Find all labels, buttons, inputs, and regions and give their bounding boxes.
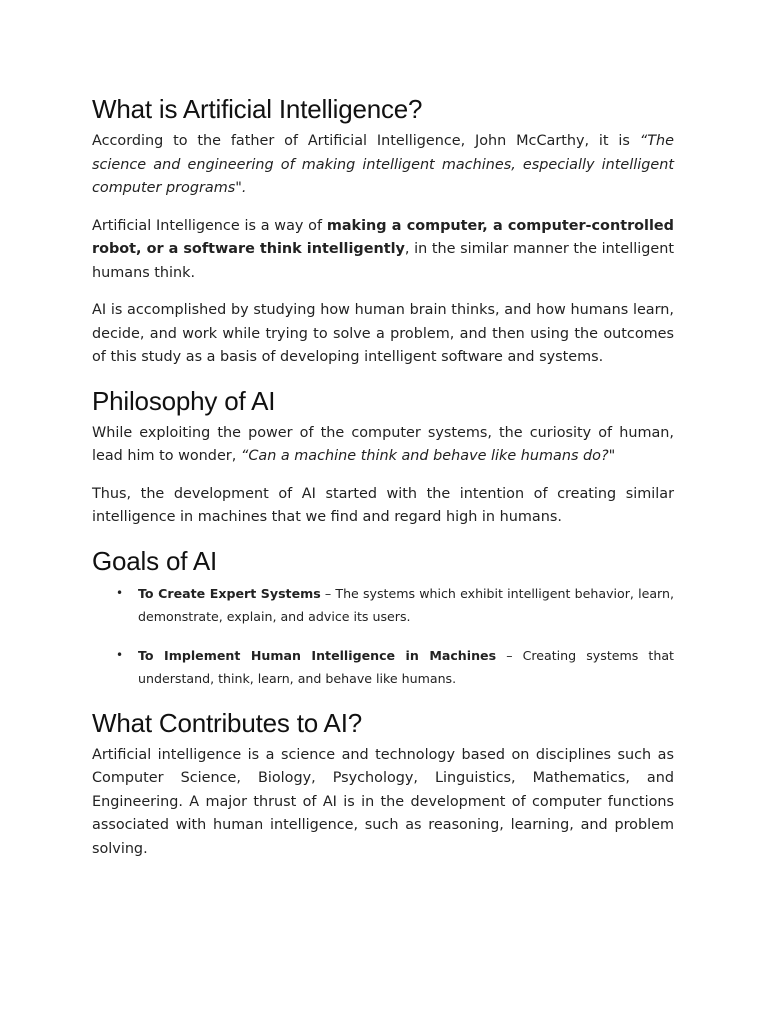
curiosity-quote: “Can a machine think and behave like humans do?" bbox=[240, 448, 616, 464]
paragraph-disciplines: Artificial intelligence is a science and technology based on disciplines such as Computer Science, Biology, Psychology, Linguistics, Mathematics, and Engineering. A major thrust of AI is in the development of computer functions associated with human intelligence, such as reasoning, learning, and problem solving. bbox=[92, 746, 674, 857]
definition-intro-text: According to the father of Artificial Intelligence, John McCarthy, it is bbox=[92, 133, 640, 149]
bullet-icon: • bbox=[116, 585, 124, 600]
definition-quote: “The science and engineering of making intelligent machines, especially intelligent computer programs". bbox=[92, 133, 674, 196]
list-item bbox=[116, 582, 674, 628]
ai-way-intro-text: Artificial Intelligence is a way of bbox=[92, 217, 327, 234]
goals-list bbox=[92, 582, 674, 690]
section-philosophy bbox=[92, 384, 674, 530]
heading-contributes: What Contributes to AI? bbox=[92, 707, 362, 738]
bullet-icon: • bbox=[116, 647, 124, 662]
paragraph-development: Thus, the development of AI started with the intention of creating similar intelligence in machines that we find and regard high in humans. bbox=[92, 485, 674, 525]
goal-description: – The systems which exhibit intelligent behavior, learn, demonstrate, explain, and advice its users. bbox=[138, 585, 674, 624]
ai-way-bold-text: making a computer, a computer-controlled robot, or a software think intelligently bbox=[92, 217, 674, 257]
paragraph-ai-accomplished: AI is accomplished by studying how human brain thinks, and how humans learn, decide, and work while trying to solve a problem, and then using the outcomes of this study as a basis of developing intelligent software and systems. bbox=[92, 302, 674, 365]
section-what-is-ai bbox=[92, 92, 674, 370]
paragraph-ai-way bbox=[92, 215, 674, 286]
paragraph-curiosity bbox=[92, 422, 674, 469]
heading-goals: Goals of AI bbox=[92, 545, 217, 576]
list-item bbox=[116, 644, 674, 690]
goal-term: To Implement Human Intelligence in Machines bbox=[138, 647, 497, 663]
paragraph-mccarthy-definition bbox=[92, 130, 674, 201]
section-contributes bbox=[92, 706, 674, 862]
ai-way-outro-text: , in the similar manner the intelligent humans think. bbox=[92, 241, 675, 281]
goal-term: To Create Expert Systems bbox=[138, 585, 321, 601]
curiosity-intro-text: While exploiting the power of the computer systems, the curiosity of human, lead him to wonder, bbox=[92, 424, 674, 464]
heading-philosophy: Philosophy of AI bbox=[92, 385, 276, 416]
section-goals bbox=[92, 544, 674, 690]
heading-what-is-ai: What is Artificial Intelligence? bbox=[92, 94, 423, 124]
document-page bbox=[92, 92, 674, 875]
goal-description: – Creating systems that understand, think, learn, and behave like humans. bbox=[138, 647, 674, 686]
